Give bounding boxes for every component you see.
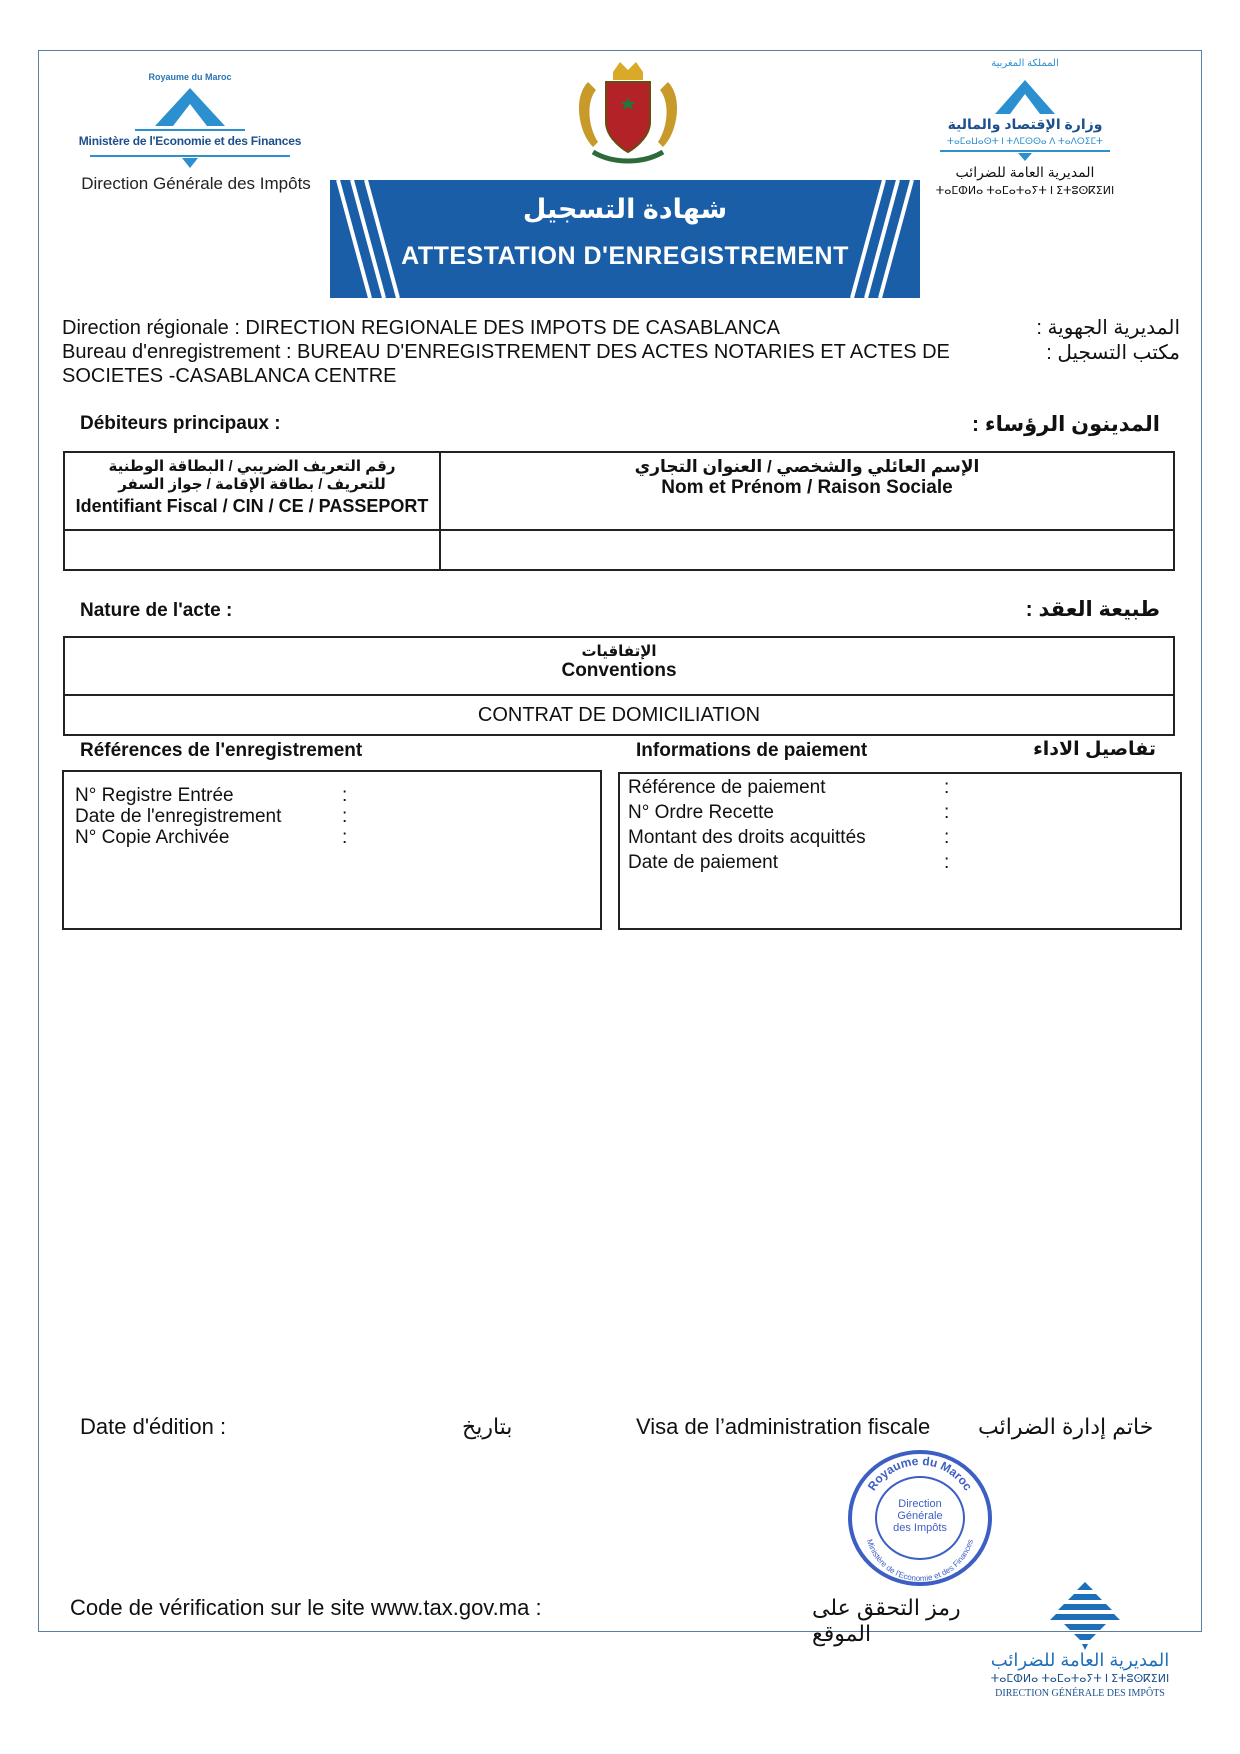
debiteurs-table bbox=[63, 451, 1175, 571]
ref-colon-2: : bbox=[342, 806, 348, 827]
ref-date-label: Date de l'enregistrement bbox=[75, 806, 282, 827]
stamp-ring-text-bottom: Ministère de l'Economie et des Finances bbox=[864, 1538, 976, 1584]
cell-identifiant bbox=[64, 530, 440, 570]
paiement-colons bbox=[944, 775, 949, 875]
paiement-labels bbox=[628, 775, 866, 875]
nature-category-fr: Conventions bbox=[561, 660, 677, 681]
stamp-center-line1: Direction bbox=[898, 1498, 942, 1510]
ministry-logo-left bbox=[55, 72, 325, 202]
references-colons bbox=[342, 783, 347, 850]
verification-code-label: Code de vérification sur le site www.tax.gov.ma : bbox=[70, 1595, 542, 1620]
references-labels bbox=[75, 783, 281, 850]
references-title: Références de l'enregistrement bbox=[80, 740, 363, 761]
direction-tifinagh-label: ⵜⴰⵎⵀⵍⴰ ⵜⴰⵎⴰⵜⴰⵢⵜ ⵏ ⵉⵜⵓⵙⴽⵉⵍⵏ bbox=[935, 185, 1115, 197]
pyramid-logo-right-icon bbox=[985, 78, 1065, 118]
nature-table bbox=[63, 636, 1175, 736]
nature-label-ar: طبيعة العقد : bbox=[1025, 598, 1160, 621]
ref-registre-label: N° Registre Entrée bbox=[75, 785, 234, 806]
debiteurs-label: Débiteurs principaux : bbox=[80, 413, 281, 434]
ref-colon-1: : bbox=[342, 785, 348, 806]
kingdom-label: Royaume du Maroc bbox=[148, 72, 232, 82]
royal-emblem-icon bbox=[568, 52, 688, 167]
stamp-ring-text: Royaume du Maroc bbox=[864, 1453, 976, 1494]
col2-fr: Nom et Prénom / Raison Sociale bbox=[661, 477, 953, 498]
official-stamp bbox=[845, 1446, 995, 1591]
paiement-title: Informations de paiement bbox=[636, 740, 868, 761]
direction-regionale-ar: المديرية الجهوية : bbox=[1036, 317, 1180, 339]
ministry-logo-right bbox=[925, 58, 1125, 208]
nature-category-cell bbox=[64, 637, 1174, 695]
dgi-bottom-ar: المديرية العامة للضرائب bbox=[990, 1650, 1170, 1670]
nature-value: CONTRAT DE DOMICILIATION bbox=[64, 695, 1174, 735]
bureau-line2-text: SOCIETES -CASABLANCA CENTRE bbox=[62, 365, 397, 387]
col1-fr: Identifiant Fiscal / CIN / CE / PASSEPORT bbox=[75, 496, 429, 516]
verification-code-ar: رمز التحقق على الموقع bbox=[812, 1595, 961, 1646]
dgi-label: Direction Générale des Impôts bbox=[81, 174, 311, 193]
col1-ar-line2: للتعريف / بطاقة الإقامة / جواز السفر bbox=[118, 476, 386, 493]
visa-label: Visa de l’administration fiscale bbox=[636, 1414, 931, 1439]
stamp-center-line3: des Impôts bbox=[893, 1522, 947, 1534]
col1-ar-line1: رقم التعريف الضريبي / البطاقة الوطنية bbox=[108, 458, 396, 475]
dgi-bottom-logo-icon bbox=[1040, 1580, 1130, 1652]
stamp-center-text bbox=[885, 1498, 955, 1534]
kingdom-ar-label: المملكة المغربية bbox=[991, 58, 1059, 69]
dgi-bottom-tifinagh: ⵜⴰⵎⵀⵍⴰ ⵜⴰⵎⴰⵜⴰⵢⵜ ⵏ ⵉⵜⵓⵙⴽⵉⵍⵏ bbox=[990, 1673, 1170, 1685]
logo-right-divider-icon bbox=[940, 148, 1110, 162]
bureau-ar: مكتب التسجيل : bbox=[1046, 342, 1180, 364]
pay-date-label: Date de paiement bbox=[628, 852, 778, 873]
pay-colon-3: : bbox=[944, 827, 950, 848]
ministry-tifinagh-label: ⵜⴰⵎⴰⵡⴰⵙⵜ ⵏ ⵜⴷⵎⵙⵙⴰ ⴷ ⵜⴰⴷⵔⵉⵎⵜ bbox=[947, 136, 1103, 146]
pay-colon-4: : bbox=[944, 852, 950, 873]
col2-ar: الإسم العائلي والشخصي / العنوان التجاري bbox=[634, 457, 980, 476]
ministry-label: Ministère de l'Economie et des Finances bbox=[78, 134, 302, 148]
pay-reference-label: Référence de paiement bbox=[628, 777, 826, 798]
col-identifiant-header bbox=[64, 452, 440, 530]
ref-colon-3: : bbox=[342, 827, 348, 848]
ministry-ar-label: وزارة الإقتصاد والمالية bbox=[947, 116, 1103, 132]
direction-ar-label: المديرية العامة للضرائب bbox=[955, 164, 1095, 180]
visa-ar: خاتم إدارة الضرائب bbox=[978, 1414, 1154, 1439]
pay-ordre-label: N° Ordre Recette bbox=[628, 802, 774, 823]
title-arabic: شهادة التسجيل bbox=[522, 194, 728, 224]
bureau-line1-text: Bureau d'enregistrement : BUREAU D'ENREGISTREMENT DES ACTES NOTARIES ET ACTES DE bbox=[62, 341, 950, 363]
logo-divider-icon bbox=[90, 152, 290, 172]
pay-colon-2: : bbox=[944, 802, 950, 823]
pyramid-logo-icon bbox=[135, 86, 245, 136]
date-edition-label: Date d'édition : bbox=[80, 1414, 227, 1439]
paiement-title-ar: تفاصيل الاداء bbox=[1033, 739, 1156, 760]
title-banner bbox=[330, 180, 920, 298]
direction-regionale-text: Direction régionale : DIRECTION REGIONALE DES IMPOTS DE CASABLANCA bbox=[62, 317, 780, 339]
nature-category-ar: الإتفاقيات bbox=[581, 643, 657, 660]
title-french: ATTESTATION D'ENREGISTREMENT bbox=[401, 242, 849, 270]
cell-nom bbox=[440, 530, 1174, 570]
stamp-center-line2: Générale bbox=[897, 1510, 943, 1522]
debiteurs-label-ar: المدينون الرؤساء : bbox=[972, 413, 1160, 436]
ref-copie-label: N° Copie Archivée bbox=[75, 827, 230, 848]
pay-colon-1: : bbox=[944, 777, 950, 798]
nature-label: Nature de l'acte : bbox=[80, 600, 233, 621]
pay-montant-label: Montant des droits acquittés bbox=[628, 827, 866, 848]
date-edition-ar: بتاريخ bbox=[462, 1414, 513, 1439]
dgi-bottom-fr: DIRECTION GÉNÉRALE DES IMPÔTS bbox=[995, 1688, 1165, 1699]
col-nom-header bbox=[440, 452, 1174, 530]
